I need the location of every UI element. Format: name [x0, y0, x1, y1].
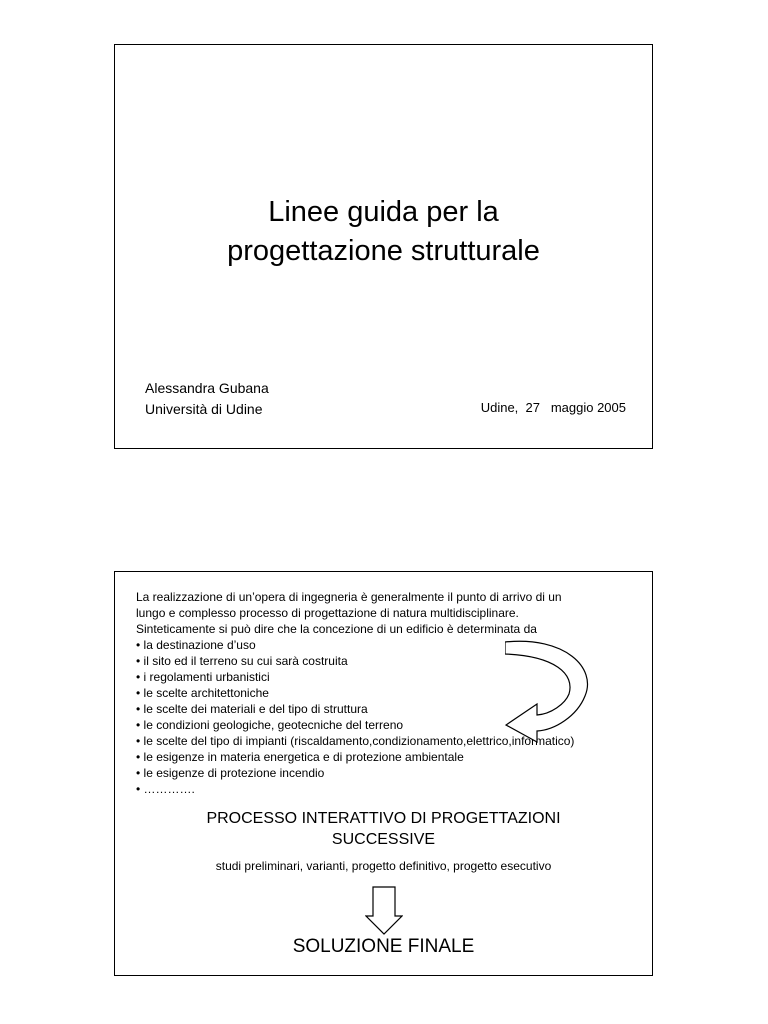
intro-paragraph — [136, 589, 641, 637]
author-block — [145, 378, 269, 420]
list-item: • le esigenze di protezione incendio — [136, 765, 641, 781]
process-subtitle: studi preliminari, varianti, progetto definitivo, progetto esecutivo — [215, 859, 552, 873]
presentation-date: Udine, 27 maggio 2005 — [480, 400, 626, 415]
list-item: • il sito ed il terreno su cui sarà costruita — [136, 653, 641, 669]
list-item: • …………. — [136, 781, 641, 797]
list-item: • la destinazione d’uso — [136, 637, 641, 653]
presentation-title — [115, 193, 652, 271]
author-name: Alessandra Gubana — [145, 380, 269, 396]
down-arrow-icon — [365, 886, 403, 936]
author-institution: Università di Udine — [145, 401, 263, 417]
intro-line: lungo e complesso processo di progettazione di natura multidisciplinare. — [136, 606, 519, 620]
list-item: • le esigenze in materia energetica e di protezione ambientale — [136, 749, 641, 765]
list-item: • le scelte dei materiali e del tipo di struttura — [136, 701, 641, 717]
title-line-2: progettazione strutturale — [227, 235, 540, 267]
slide-process — [114, 571, 653, 976]
process-title-line-2: SUCCESSIVE — [331, 831, 436, 848]
process-title-line-1: PROCESSO INTERATTIVO DI PROGETTAZIONI — [206, 810, 561, 827]
intro-line: La realizzazione di un’opera di ingegneria è generalmente il punto di arrivo di un — [136, 590, 562, 604]
list-item: • le scelte architettoniche — [136, 685, 641, 701]
intro-line: Sinteticamente si può dire che la concezione di un edificio è determinata da — [136, 622, 537, 636]
slide-title — [114, 44, 653, 449]
title-line-1: Linee guida per la — [268, 196, 499, 228]
list-item: • i regolamenti urbanistici — [136, 669, 641, 685]
list-item: • le scelte del tipo di impianti (riscaldamento,condizionamento,elettrico,informatico) — [136, 733, 641, 749]
process-title — [115, 808, 652, 850]
final-solution: SOLUZIONE FINALE — [292, 936, 475, 957]
list-item: • le condizioni geologiche, geotecniche del terreno — [136, 717, 641, 733]
curved-arrow-icon — [505, 638, 595, 748]
